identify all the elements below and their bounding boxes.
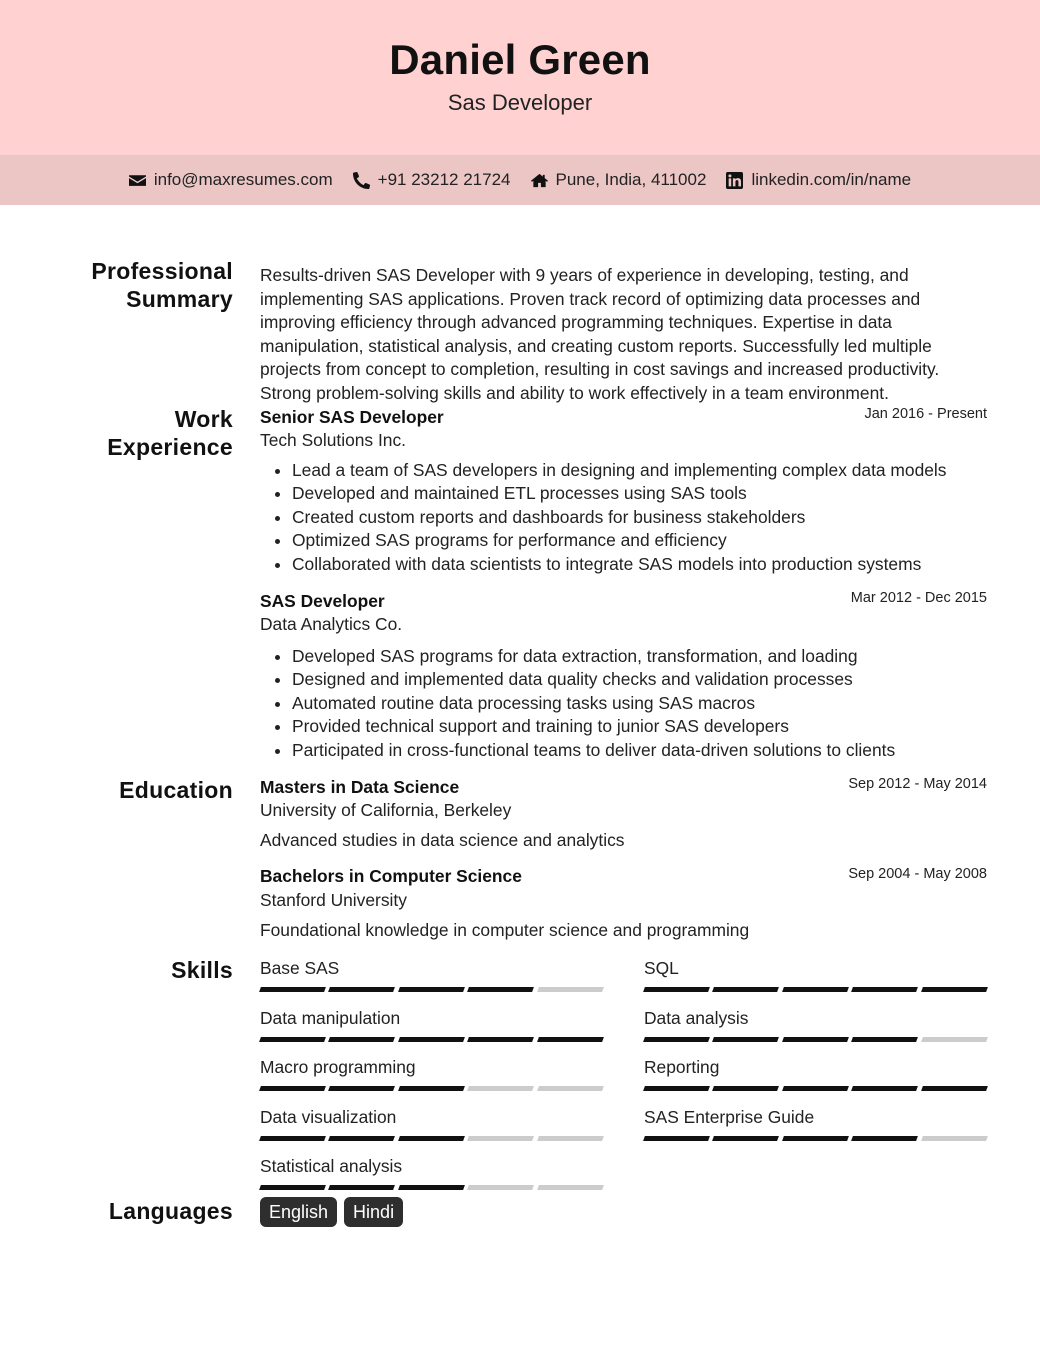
- list-item: • Lead a team of SAS developers in designing and implementing complex data models: [292, 459, 992, 482]
- skill-rating-bar: [260, 987, 603, 992]
- skill-segment-filled: [782, 1086, 849, 1091]
- skill-rating-bar: [260, 1037, 603, 1042]
- skill-segment-filled: [328, 1185, 395, 1190]
- language-badge: Hindi: [344, 1197, 403, 1227]
- address-text: Pune, India, 411002: [555, 170, 707, 189]
- skill-rating-bar: [644, 987, 987, 992]
- skill-segment-empty: [537, 987, 604, 992]
- skill-segment-filled: [851, 1037, 918, 1042]
- resume-header: [0, 0, 1040, 155]
- skill-item: [260, 1008, 603, 1042]
- skill-item: [644, 1107, 987, 1141]
- skill-segment-empty: [921, 1037, 988, 1042]
- job-date: Jan 2016 - Present: [864, 406, 987, 422]
- skill-segment-filled: [259, 1037, 326, 1042]
- skill-segment-filled: [259, 1086, 326, 1091]
- skill-name: SAS Enterprise Guide: [644, 1106, 815, 1127]
- degree-date: Sep 2004 - May 2008: [848, 866, 987, 882]
- education-heading: Education: [119, 777, 233, 803]
- degree-title: Masters in Data Science: [260, 777, 460, 797]
- skill-name: Macro programming: [260, 1057, 416, 1078]
- skill-segment-filled: [328, 1086, 395, 1091]
- skills-heading: Skills: [171, 957, 233, 983]
- list-item: • Participated in cross-functional teams to deliver data-driven solutions to clients: [292, 739, 992, 762]
- skill-item: [644, 1008, 987, 1042]
- skill-segment-filled: [467, 987, 534, 992]
- skill-segment-filled: [921, 987, 988, 992]
- job-title: SAS Developer: [260, 591, 385, 611]
- list-item: • Optimized SAS programs for performance and efficiency: [292, 529, 992, 552]
- skill-segment-filled: [851, 1086, 918, 1091]
- skill-segment-filled: [328, 1136, 395, 1141]
- skill-segment-filled: [259, 987, 326, 992]
- skill-segment-empty: [537, 1086, 604, 1091]
- list-item: • Provided technical support and training to junior SAS developers: [292, 715, 992, 738]
- skill-rating-bar: [260, 1086, 603, 1091]
- list-item: • Automated routine data processing tasks using SAS macros: [292, 692, 992, 715]
- skill-rating-bar: [644, 1136, 987, 1141]
- skill-rating-bar: [644, 1086, 987, 1091]
- skill-segment-filled: [782, 1037, 849, 1042]
- degree-title: Bachelors in Computer Science: [260, 866, 522, 886]
- summary-heading-line2: Summary: [126, 286, 233, 312]
- skill-segment-filled: [851, 987, 918, 992]
- skill-rating-bar: [644, 1037, 987, 1042]
- list-item: • Developed SAS programs for data extraction, transformation, and loading: [292, 645, 992, 668]
- skill-name: Data analysis: [644, 1007, 749, 1028]
- phone-text: +91 23212 21724: [377, 170, 511, 189]
- skill-name: Data manipulation: [260, 1007, 401, 1028]
- contact-linkedin[interactable]: [726, 170, 911, 190]
- job-bullets: [292, 459, 992, 576]
- skill-item: [644, 1057, 987, 1091]
- contact-address: [531, 170, 707, 190]
- skill-segment-filled: [259, 1185, 326, 1190]
- skill-segment-filled: [643, 1136, 710, 1141]
- skill-item: [260, 1057, 603, 1091]
- skill-segment-filled: [921, 1086, 988, 1091]
- skill-segment-filled: [851, 1136, 918, 1141]
- degree-description: Foundational knowledge in computer science and programming: [260, 920, 750, 940]
- skill-segment-filled: [712, 987, 779, 992]
- skill-name: Data visualization: [260, 1106, 397, 1127]
- skill-segment-filled: [328, 987, 395, 992]
- skill-segment-empty: [537, 1136, 604, 1141]
- skill-segment-filled: [782, 987, 849, 992]
- envelope-icon: [129, 172, 146, 189]
- job-company: Tech Solutions Inc.: [260, 430, 406, 450]
- linkedin-icon: [726, 172, 743, 189]
- skill-segment-filled: [398, 1136, 465, 1141]
- job-title: Senior SAS Developer: [260, 407, 444, 427]
- list-item: • Created custom reports and dashboards for business stakeholders: [292, 506, 992, 529]
- linkedin-text: linkedin.com/in/name: [751, 170, 912, 189]
- job-company: Data Analytics Co.: [260, 614, 403, 634]
- skill-segment-filled: [643, 1086, 710, 1091]
- work-heading-line1: Work: [174, 406, 233, 432]
- languages-list: [260, 1197, 403, 1227]
- email-text: info@maxresumes.com: [153, 170, 333, 189]
- skill-name: Base SAS: [260, 958, 340, 978]
- skill-segment-empty: [467, 1136, 534, 1141]
- skill-segment-empty: [537, 1185, 604, 1190]
- skill-segment-filled: [712, 1136, 779, 1141]
- summary-text: Results-driven SAS Developer with 9 years of experience in developing, testing, and implementing SAS applications. Proven track record of optimizing data processes and improving efficiency through advanced programming techniques. Expertise in data manipulation, statistical analysis, and creating custom reports. Successfully led multiple projects from concept to completion, resulting in cost savings and increased productivity. Strong problem-solving skills and ability to work effectively in a team environment.: [260, 265, 940, 403]
- skill-segment-empty: [467, 1185, 534, 1190]
- skill-item: [260, 958, 603, 992]
- contact-phone[interactable]: [353, 170, 511, 190]
- skill-segment-filled: [398, 987, 465, 992]
- degree-date: Sep 2012 - May 2014: [848, 776, 987, 792]
- list-item: • Collaborated with data scientists to integrate SAS models into production systems: [292, 553, 992, 576]
- skill-segment-filled: [537, 1037, 604, 1042]
- skill-name: Reporting: [644, 1057, 720, 1078]
- skill-segment-empty: [921, 1136, 988, 1141]
- skill-segment-filled: [467, 1037, 534, 1042]
- skill-item: [260, 1156, 603, 1190]
- skill-segment-filled: [712, 1086, 779, 1091]
- candidate-role: Sas Developer: [447, 90, 593, 115]
- skill-segment-filled: [328, 1037, 395, 1042]
- skill-segment-filled: [398, 1037, 465, 1042]
- skill-segment-filled: [643, 987, 710, 992]
- skill-name: Statistical analysis: [260, 1156, 403, 1177]
- phone-icon: [353, 172, 370, 189]
- job-date: Mar 2012 - Dec 2015: [850, 590, 987, 606]
- skill-segment-filled: [712, 1037, 779, 1042]
- language-badge: English: [260, 1197, 337, 1227]
- contact-bar: [0, 155, 1040, 205]
- skill-item: [260, 1107, 603, 1141]
- degree-school: Stanford University: [260, 890, 407, 910]
- skill-segment-filled: [398, 1185, 465, 1190]
- contact-email[interactable]: [129, 170, 333, 190]
- skill-segment-empty: [467, 1086, 534, 1091]
- languages-heading: Languages: [108, 1198, 233, 1224]
- skill-name: SQL: [644, 958, 679, 978]
- skill-segment-filled: [259, 1136, 326, 1141]
- skill-rating-bar: [260, 1136, 603, 1141]
- work-heading: [107, 405, 233, 461]
- degree-description: Advanced studies in data science and analytics: [260, 830, 625, 850]
- home-icon: [531, 172, 548, 189]
- candidate-name: Daniel Green: [389, 36, 651, 83]
- list-item: • Developed and maintained ETL processes using SAS tools: [292, 482, 992, 505]
- skill-segment-filled: [398, 1086, 465, 1091]
- summary-heading: [91, 257, 233, 313]
- job-bullets: [292, 645, 992, 762]
- skill-segment-filled: [782, 1136, 849, 1141]
- work-heading-line2: Experience: [107, 434, 233, 460]
- degree-school: University of California, Berkeley: [260, 800, 512, 820]
- summary-heading-line1: Professional: [91, 258, 233, 284]
- list-item: • Designed and implemented data quality checks and validation processes: [292, 668, 992, 691]
- skill-rating-bar: [260, 1185, 603, 1190]
- skill-segment-filled: [643, 1037, 710, 1042]
- skill-item: [644, 958, 987, 992]
